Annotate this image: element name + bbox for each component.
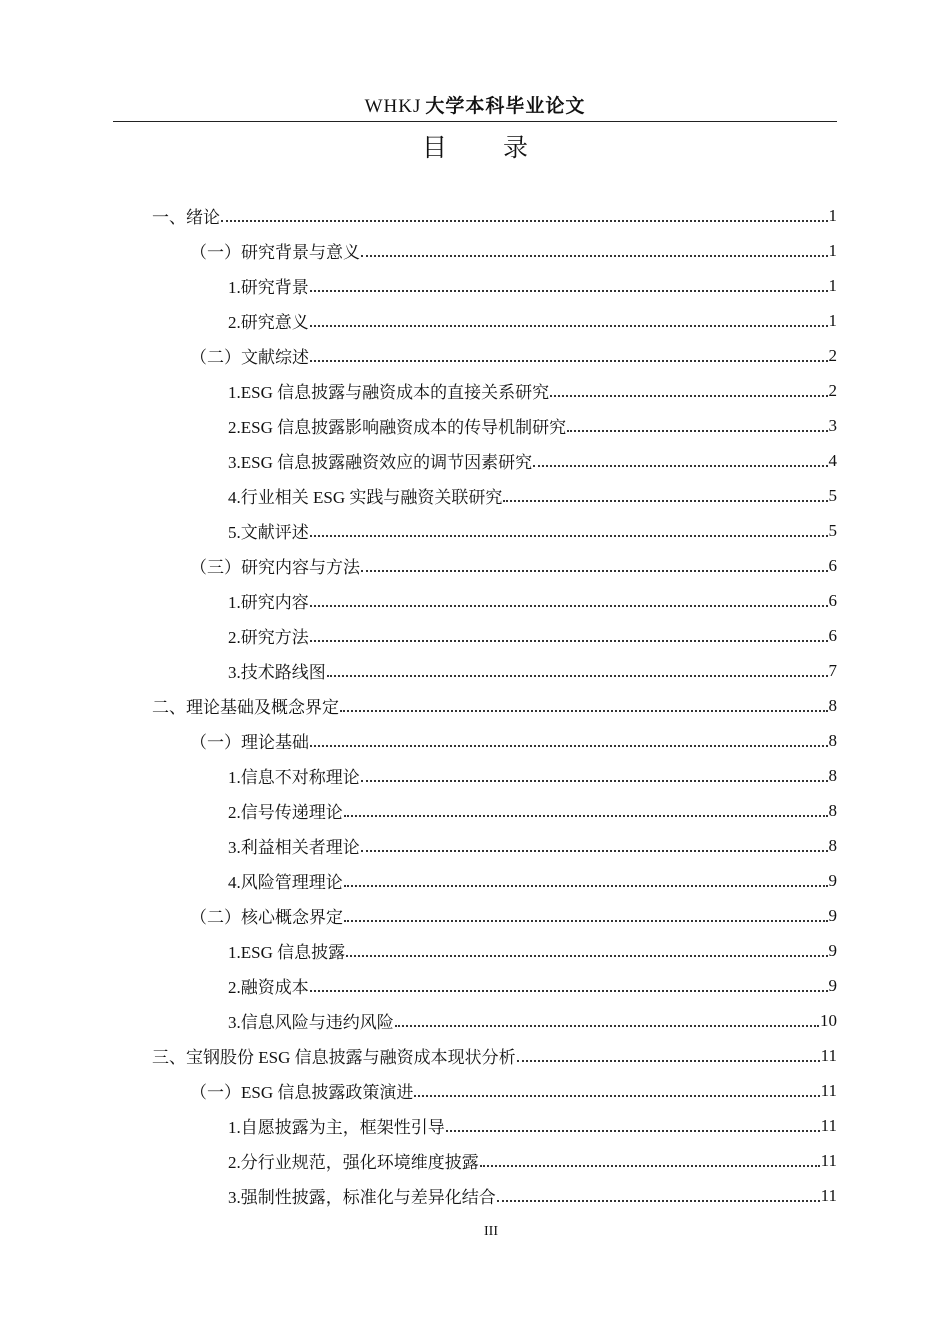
header-title: 大学本科毕业论文: [425, 95, 586, 117]
toc-entry-title: 1.研究内容: [228, 593, 309, 612]
dot-leader: [446, 1129, 820, 1132]
toc-entry[interactable]: [0, 303, 950, 338]
toc-entry-page-number: 1: [828, 275, 837, 295]
dot-leader: [310, 744, 828, 747]
dot-leader: [480, 1164, 820, 1167]
page-number-footer: III: [484, 1224, 498, 1239]
toc-entry-page-number: 7: [828, 660, 837, 680]
toc-entry-title: （三）研究内容与方法: [190, 558, 360, 577]
toc-entry-title: 2.信号传递理论: [228, 803, 343, 822]
toc-entry-page-number: 8: [828, 835, 837, 855]
toc-entry[interactable]: [0, 1143, 950, 1178]
toc-entry-page-number: 1: [828, 310, 837, 330]
dot-leader: [310, 604, 828, 607]
page-header: [113, 92, 837, 122]
toc-entry-page-number: 6: [828, 625, 837, 645]
toc-entry-title: 4.行业相关 ESG 实践与融资关联研究: [228, 488, 503, 507]
toc-entry[interactable]: [0, 1108, 950, 1143]
toc-entry-title: （一）研究背景与意义: [190, 243, 360, 262]
toc-entry-title: 1.ESG 信息披露: [228, 943, 346, 962]
toc-entry-page-number: 8: [828, 765, 837, 785]
toc-entry[interactable]: [0, 1178, 950, 1213]
dot-leader: [517, 1059, 820, 1062]
toc-entry-title: 1.自愿披露为主，框架性引导: [228, 1118, 445, 1137]
toc-entry-page-number: 9: [828, 940, 837, 960]
toc-entry[interactable]: [0, 898, 950, 933]
toc-entry-page-number: 11: [820, 1185, 837, 1205]
dot-leader: [414, 1094, 819, 1097]
toc-entry-page-number: 1: [828, 240, 837, 260]
toc-entry[interactable]: [0, 513, 950, 548]
dot-leader: [550, 394, 827, 397]
toc-entry-title: 2.融资成本: [228, 978, 309, 997]
dot-leader: [346, 954, 827, 957]
dot-leader: [310, 989, 828, 992]
toc-entry[interactable]: [0, 198, 950, 233]
toc-entry-title: （一）ESG 信息披露政策演进: [190, 1083, 414, 1102]
toc-entry[interactable]: [0, 1073, 950, 1108]
toc-entry[interactable]: [0, 338, 950, 373]
toc-entry-page-number: 3: [828, 415, 837, 435]
dot-leader: [310, 359, 828, 362]
toc-entry[interactable]: [0, 233, 950, 268]
toc-entry-page-number: 6: [828, 555, 837, 575]
toc-entry[interactable]: [0, 723, 950, 758]
toc-entry[interactable]: [0, 758, 950, 793]
dot-leader: [310, 289, 828, 292]
toc-title: 目 录: [422, 133, 552, 162]
toc-entry-title: 1.信息不对称理论: [228, 768, 360, 787]
dot-leader: [567, 429, 827, 432]
toc-entry-page-number: 5: [828, 520, 837, 540]
dot-leader: [361, 254, 828, 257]
toc-entry-page-number: 11: [820, 1045, 837, 1065]
dot-leader: [344, 884, 828, 887]
toc-entry[interactable]: [0, 933, 950, 968]
toc-entry[interactable]: [0, 653, 950, 688]
toc-entry-title: （二）文献综述: [190, 348, 309, 367]
toc-entry[interactable]: [0, 408, 950, 443]
toc-list: [0, 198, 950, 1213]
dot-leader: [344, 919, 828, 922]
dot-leader: [361, 569, 828, 572]
toc-entry[interactable]: [0, 618, 950, 653]
toc-entry-page-number: 4: [828, 450, 837, 470]
toc-entry[interactable]: [0, 478, 950, 513]
dot-leader: [221, 219, 828, 222]
toc-entry-title: 3.强制性披露，标准化与差异化结合: [228, 1188, 496, 1207]
dot-leader: [503, 499, 827, 502]
header-school-code: WHKJ: [364, 96, 422, 117]
dot-leader: [361, 779, 828, 782]
toc-entry[interactable]: [0, 828, 950, 863]
toc-entry-page-number: 10: [820, 1010, 837, 1030]
toc-entry-title: 1.研究背景: [228, 278, 309, 297]
dot-leader: [497, 1199, 820, 1202]
toc-entry[interactable]: [0, 373, 950, 408]
toc-entry[interactable]: [0, 793, 950, 828]
toc-entry-title: 3.信息风险与违约风险: [228, 1013, 394, 1032]
toc-entry-title: 2.研究意义: [228, 313, 309, 332]
toc-entry[interactable]: [0, 1003, 950, 1038]
toc-entry[interactable]: [0, 968, 950, 1003]
toc-entry-title: 二、理论基础及概念界定: [152, 698, 339, 717]
toc-entry-title: 3.ESG 信息披露融资效应的调节因素研究: [228, 453, 533, 472]
dot-leader: [340, 709, 828, 712]
toc-entry-title: 2.分行业规范，强化环境维度披露: [228, 1153, 479, 1172]
toc-entry-page-number: 8: [828, 695, 837, 715]
toc-entry-page-number: 2: [828, 380, 837, 400]
toc-entry-title: 5.文献评述: [228, 523, 309, 542]
toc-entry-page-number: 6: [828, 590, 837, 610]
dot-leader: [310, 639, 828, 642]
toc-entry-title: （二）核心概念界定: [190, 908, 343, 927]
toc-entry-title: 2.ESG 信息披露影响融资成本的传导机制研究: [228, 418, 567, 437]
toc-entry-page-number: 11: [820, 1115, 837, 1135]
toc-entry[interactable]: [0, 583, 950, 618]
toc-entry[interactable]: [0, 863, 950, 898]
toc-entry-title: 3.技术路线图: [228, 663, 326, 682]
dot-leader: [310, 534, 828, 537]
toc-entry-title: 3.利益相关者理论: [228, 838, 360, 857]
toc-entry-page-number: 9: [828, 870, 837, 890]
toc-entry-title: 三、宝钢股份 ESG 信息披露与融资成本现状分析: [152, 1048, 516, 1067]
toc-entry-page-number: 5: [828, 485, 837, 505]
toc-entry-page-number: 9: [828, 905, 837, 925]
dot-leader: [395, 1024, 819, 1027]
dot-leader: [361, 849, 828, 852]
toc-entry[interactable]: [0, 688, 950, 723]
toc-entry-title: 2.研究方法: [228, 628, 309, 647]
toc-entry[interactable]: [0, 548, 950, 583]
dot-leader: [310, 324, 828, 327]
toc-entry-page-number: 8: [828, 730, 837, 750]
dot-leader: [327, 674, 828, 677]
toc-entry-page-number: 2: [828, 345, 837, 365]
toc-entry-title: 1.ESG 信息披露与融资成本的直接关系研究: [228, 383, 550, 402]
dot-leader: [344, 814, 828, 817]
toc-entry-page-number: 8: [828, 800, 837, 820]
toc-entry-page-number: 1: [828, 205, 837, 225]
dot-leader: [533, 464, 827, 467]
toc-entry-title: 一、绪论: [152, 208, 220, 227]
toc-entry-page-number: 11: [820, 1150, 837, 1170]
toc-entry-page-number: 9: [828, 975, 837, 995]
toc-entry-title: （一）理论基础: [190, 733, 309, 752]
toc-entry[interactable]: [0, 1038, 950, 1073]
toc-entry-page-number: 11: [820, 1080, 837, 1100]
toc-entry[interactable]: [0, 268, 950, 303]
toc-entry-title: 4.风险管理理论: [228, 873, 343, 892]
toc-entry[interactable]: [0, 443, 950, 478]
